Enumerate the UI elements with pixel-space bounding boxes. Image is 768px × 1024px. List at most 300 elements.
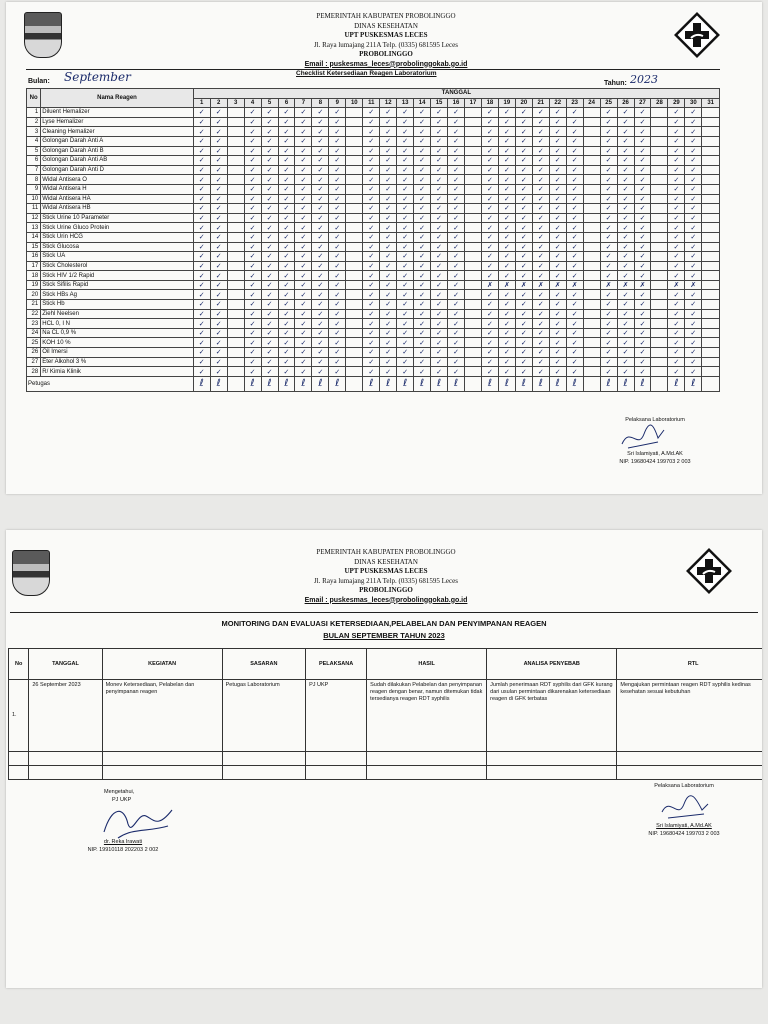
check-cell: ✓	[600, 290, 617, 300]
check-cell: ✓	[634, 300, 651, 310]
lab-signature-role: Pelaksana Laboratorium	[625, 417, 685, 423]
check-cell: ✓	[244, 252, 261, 262]
check-cell: ✓	[312, 280, 329, 290]
petugas-initial-cell: ℓ	[481, 376, 498, 391]
check-cell: ✓	[261, 261, 278, 271]
check-cell	[583, 261, 600, 271]
check-cell: ✓	[431, 108, 448, 118]
petugas-initial-cell: ℓ	[668, 376, 685, 391]
check-cell: ✓	[515, 290, 532, 300]
petugas-initial-cell	[227, 376, 244, 391]
reagent-name: Stick Cholesterol	[41, 261, 194, 271]
check-cell: ✓	[261, 348, 278, 358]
check-cell: ✓	[685, 271, 702, 281]
check-cell: ✓	[244, 194, 261, 204]
check-cell: ✓	[261, 194, 278, 204]
check-cell: ✓	[617, 127, 634, 137]
health-cross-logo-icon	[674, 12, 720, 58]
check-cell: ✓	[532, 194, 549, 204]
check-cell: ✓	[549, 242, 566, 252]
check-cell: ✓	[566, 165, 583, 175]
petugas-initial-cell: ℓ	[329, 376, 346, 391]
check-cell: ✓	[600, 348, 617, 358]
check-cell: ✓	[515, 309, 532, 319]
check-cell: ✓	[634, 146, 651, 156]
check-cell	[465, 156, 482, 166]
check-cell: ✓	[448, 175, 465, 185]
check-cell	[465, 348, 482, 358]
check-cell: ✓	[329, 117, 346, 127]
check-cell: ✓	[414, 252, 431, 262]
reagent-name: Stick Urin HCG	[41, 232, 194, 242]
check-cell: ✓	[532, 338, 549, 348]
petugas-initial-cell: ℓ	[210, 376, 227, 391]
check-cell: ✓	[193, 136, 210, 146]
check-cell: ✓	[532, 165, 549, 175]
check-cell	[651, 300, 668, 310]
check-cell: ✓	[244, 204, 261, 214]
check-cell: ✓	[312, 338, 329, 348]
check-cell: ✓	[515, 165, 532, 175]
letterhead-unit-2: UPT PUSKESMAS LECES	[344, 567, 428, 575]
check-cell	[583, 184, 600, 194]
day-header: 20	[515, 98, 532, 108]
check-cell: ✓	[363, 309, 380, 319]
check-cell: ✓	[312, 271, 329, 281]
check-cell	[346, 213, 363, 223]
check-cell: ✓	[685, 300, 702, 310]
check-cell: ✓	[532, 328, 549, 338]
check-cell: ✓	[380, 252, 397, 262]
reagent-no: 19	[27, 280, 41, 290]
check-cell: ✓	[515, 319, 532, 329]
check-cell: ✓	[210, 261, 227, 271]
check-cell: ✓	[498, 117, 515, 127]
check-cell: ✓	[397, 242, 414, 252]
check-cell: ✓	[668, 165, 685, 175]
check-cell: ✓	[414, 280, 431, 290]
monitoring-header-rtl: RTL	[617, 649, 762, 680]
check-cell: ✓	[668, 223, 685, 233]
check-cell: ✓	[634, 127, 651, 137]
check-cell: ✓	[566, 175, 583, 185]
check-cell: ✓	[481, 319, 498, 329]
check-cell: ✓	[634, 261, 651, 271]
check-cell	[583, 117, 600, 127]
check-cell: ✓	[414, 319, 431, 329]
check-cell: ✓	[685, 194, 702, 204]
check-cell	[465, 136, 482, 146]
check-cell	[702, 223, 720, 233]
check-cell	[651, 175, 668, 185]
check-cell: ✓	[685, 156, 702, 166]
check-cell: ✓	[431, 213, 448, 223]
check-cell: ✓	[193, 290, 210, 300]
check-cell	[583, 348, 600, 358]
reagent-no: 3	[27, 127, 41, 137]
check-cell: ✓	[566, 357, 583, 367]
check-cell: ✓	[481, 290, 498, 300]
petugas-initial-cell: ℓ	[312, 376, 329, 391]
check-cell: ✓	[244, 146, 261, 156]
check-cell: ✓	[397, 357, 414, 367]
letterhead-government-2: PEMERINTAH KABUPATEN PROBOLINGGO	[316, 548, 456, 556]
check-cell: ✓	[532, 175, 549, 185]
day-header: 3	[227, 98, 244, 108]
check-cell: ✓	[431, 242, 448, 252]
reagent-no: 23	[27, 319, 41, 329]
petugas-initial-cell: ℓ	[600, 376, 617, 391]
day-header: 31	[702, 98, 720, 108]
reagent-name: Stick Urine 10 Parameter	[41, 213, 194, 223]
check-cell: ✓	[295, 252, 312, 262]
check-cell: ✓	[617, 367, 634, 377]
check-cell: ✓	[431, 194, 448, 204]
check-cell: ✓	[312, 300, 329, 310]
executor-signature-icon	[654, 794, 714, 824]
reagent-row	[27, 127, 720, 137]
petugas-initial-cell: ℓ	[634, 376, 651, 391]
check-cell: ✓	[532, 357, 549, 367]
check-cell: ✓	[397, 146, 414, 156]
check-cell: ✓	[549, 252, 566, 262]
reagent-no: 16	[27, 252, 41, 262]
check-cell: ✓	[566, 271, 583, 281]
check-cell	[651, 194, 668, 204]
check-cell	[346, 348, 363, 358]
check-cell: ✓	[549, 184, 566, 194]
check-cell: ✓	[278, 367, 295, 377]
check-cell: ✓	[363, 136, 380, 146]
check-cell	[702, 117, 720, 127]
check-cell	[465, 232, 482, 242]
check-cell: ✓	[566, 127, 583, 137]
month-value: September	[64, 70, 131, 84]
reagent-no: 1	[27, 108, 41, 118]
check-cell: ✓	[481, 242, 498, 252]
check-cell: ✓	[549, 223, 566, 233]
check-cell: ✓	[261, 213, 278, 223]
check-cell	[651, 348, 668, 358]
check-cell	[702, 280, 720, 290]
check-cell: ✓	[566, 242, 583, 252]
check-cell: ✓	[668, 242, 685, 252]
check-cell: ✓	[210, 146, 227, 156]
monitoring-row	[9, 680, 763, 752]
reagent-row	[27, 108, 720, 118]
check-cell	[346, 290, 363, 300]
lab-signature-icon	[618, 424, 668, 452]
petugas-initial-cell	[465, 376, 482, 391]
check-cell: ✓	[278, 117, 295, 127]
day-header: 27	[634, 98, 651, 108]
reagent-no: 20	[27, 290, 41, 300]
check-cell: ✓	[261, 165, 278, 175]
check-cell: ✓	[549, 146, 566, 156]
check-cell: ✓	[431, 223, 448, 233]
check-cell: ✓	[668, 136, 685, 146]
check-cell	[227, 252, 244, 262]
check-cell	[702, 242, 720, 252]
check-cell: ✓	[566, 300, 583, 310]
check-cell: ✓	[397, 309, 414, 319]
reagent-no: 14	[27, 232, 41, 242]
check-cell: ✓	[244, 136, 261, 146]
check-cell: ✓	[244, 165, 261, 175]
reagent-no: 9	[27, 184, 41, 194]
check-cell: ✓	[448, 127, 465, 137]
day-header: 4	[244, 98, 261, 108]
petugas-initial-cell: ℓ	[244, 376, 261, 391]
check-cell: ✓	[329, 271, 346, 281]
check-cell: ✓	[312, 309, 329, 319]
check-cell: ✓	[566, 319, 583, 329]
reagent-no: 13	[27, 223, 41, 233]
reagent-name: Stick Urine Gluco Protein	[41, 223, 194, 233]
check-cell	[346, 136, 363, 146]
check-cell	[227, 108, 244, 118]
check-cell: ✓	[193, 357, 210, 367]
check-cell: ✓	[634, 319, 651, 329]
petugas-initial-cell	[702, 376, 720, 391]
reagent-name: Widal Antisera HA	[41, 194, 194, 204]
check-cell: ✓	[414, 127, 431, 137]
reagent-name: Widal Antisera O	[41, 175, 194, 185]
check-cell: ✓	[515, 213, 532, 223]
check-cell: ✓	[668, 127, 685, 137]
check-cell: ✓	[448, 348, 465, 358]
check-cell: ✓	[295, 261, 312, 271]
check-cell	[651, 367, 668, 377]
check-cell: ✓	[244, 357, 261, 367]
check-cell: ✓	[397, 252, 414, 262]
check-cell: ✓	[278, 319, 295, 329]
check-cell: ✓	[363, 194, 380, 204]
check-cell	[465, 146, 482, 156]
executor-role: Pelaksana Laboratorium	[654, 783, 714, 789]
day-header: 16	[448, 98, 465, 108]
check-cell: ✓	[448, 271, 465, 281]
check-cell	[227, 223, 244, 233]
check-cell: ✓	[414, 232, 431, 242]
check-cell: ✓	[617, 357, 634, 367]
letterhead-unit: UPT PUSKESMAS LECES	[344, 31, 428, 39]
col-header-tanggal: TANGGAL	[193, 89, 719, 99]
check-cell: ✓	[244, 319, 261, 329]
check-cell: ✓	[210, 290, 227, 300]
reagent-name: Golongan Darah Anti B	[41, 146, 194, 156]
check-cell	[702, 261, 720, 271]
letterhead-office-2: DINAS KESEHATAN	[354, 557, 418, 566]
check-cell: ✓	[515, 184, 532, 194]
check-cell: ✓	[634, 184, 651, 194]
check-cell: ✓	[431, 252, 448, 262]
check-cell: ✓	[397, 156, 414, 166]
petugas-initial-cell: ℓ	[617, 376, 634, 391]
check-cell: ✓	[431, 261, 448, 271]
check-cell: ✓	[532, 232, 549, 242]
petugas-initial-cell	[346, 376, 363, 391]
reagent-name: Stick HIV 1/2 Rapid	[41, 271, 194, 281]
check-cell: ✓	[193, 232, 210, 242]
check-cell: ✓	[549, 213, 566, 223]
reagent-row	[27, 242, 720, 252]
check-cell: ✓	[278, 223, 295, 233]
petugas-initial-cell: ℓ	[295, 376, 312, 391]
check-cell: ✓	[515, 348, 532, 358]
check-cell	[583, 127, 600, 137]
check-cell: ✓	[668, 300, 685, 310]
check-cell	[465, 367, 482, 377]
day-header: 23	[566, 98, 583, 108]
check-cell: ✓	[380, 232, 397, 242]
check-cell: ✓	[685, 165, 702, 175]
check-cell: ✓	[634, 204, 651, 214]
check-cell	[465, 290, 482, 300]
check-cell: ✓	[431, 146, 448, 156]
petugas-initial-cell: ℓ	[261, 376, 278, 391]
check-cell: ✓	[481, 204, 498, 214]
check-cell: ✓	[668, 108, 685, 118]
check-cell: ✓	[312, 127, 329, 137]
check-cell: ✓	[244, 328, 261, 338]
check-cell: ✓	[380, 338, 397, 348]
reagent-row	[27, 252, 720, 262]
check-cell: ✓	[295, 156, 312, 166]
monitoring-header-kegiatan: KEGIATAN	[102, 649, 222, 680]
check-cell: ✓	[600, 165, 617, 175]
check-cell: ✓	[668, 338, 685, 348]
check-cell: ✓	[278, 175, 295, 185]
check-cell: ✓	[295, 280, 312, 290]
petugas-initial-cell: ℓ	[397, 376, 414, 391]
check-cell: ✓	[278, 348, 295, 358]
reagent-no: 11	[27, 204, 41, 214]
monitoring-title: MONITORING DAN EVALUASI KETERSEDIAAN,PELABELAN DAN PENYIMPANAN REAGEN	[221, 619, 547, 628]
check-cell: ✓	[617, 204, 634, 214]
check-cell: ✓	[312, 213, 329, 223]
reagent-name: Diluent Hemalizer	[41, 108, 194, 118]
check-cell: ✓	[414, 300, 431, 310]
check-cell: ✓	[617, 261, 634, 271]
check-cell	[346, 117, 363, 127]
check-cell	[702, 348, 720, 358]
check-cell	[702, 290, 720, 300]
reagent-name: Stick UA	[41, 252, 194, 262]
check-cell: ✓	[600, 338, 617, 348]
check-cell: ✓	[515, 261, 532, 271]
check-cell: ✓	[278, 309, 295, 319]
check-cell: ✓	[278, 271, 295, 281]
check-cell: ✓	[448, 117, 465, 127]
checklist-page	[6, 2, 762, 494]
check-cell: ✓	[261, 367, 278, 377]
reagent-row	[27, 328, 720, 338]
check-cell: ✓	[515, 232, 532, 242]
check-cell	[702, 252, 720, 262]
check-cell: ✓	[498, 271, 515, 281]
check-cell	[651, 328, 668, 338]
check-cell: ✓	[414, 223, 431, 233]
check-cell: ✓	[431, 309, 448, 319]
check-cell: ✓	[498, 367, 515, 377]
petugas-initial-cell: ℓ	[363, 376, 380, 391]
col-header-no: No	[27, 89, 41, 108]
check-cell: ✓	[363, 280, 380, 290]
executor-signature-block	[624, 782, 744, 838]
check-cell: ✓	[295, 165, 312, 175]
check-cell: ✓	[515, 223, 532, 233]
check-cell: ✓	[312, 108, 329, 118]
check-cell: ✓	[397, 165, 414, 175]
check-cell: ✓	[295, 367, 312, 377]
petugas-initial-cell: ℓ	[380, 376, 397, 391]
check-cell: ✓	[193, 280, 210, 290]
check-cell: ✓	[261, 127, 278, 137]
check-cell	[702, 165, 720, 175]
check-cell	[702, 136, 720, 146]
check-cell: ✓	[295, 146, 312, 156]
check-cell: ✓	[295, 357, 312, 367]
day-header: 12	[380, 98, 397, 108]
check-cell: ✓	[210, 357, 227, 367]
check-cell: ✓	[295, 300, 312, 310]
check-cell: ✓	[210, 117, 227, 127]
petugas-initial-cell	[651, 376, 668, 391]
check-cell	[702, 367, 720, 377]
approver-nip: NIP. 19910118 202203 2 002	[87, 847, 159, 853]
check-cell: ✓	[380, 156, 397, 166]
reagent-no: 6	[27, 156, 41, 166]
check-cell: ✓	[278, 261, 295, 271]
day-header: 28	[651, 98, 668, 108]
check-cell: ✓	[261, 136, 278, 146]
day-header: 10	[346, 98, 363, 108]
reagent-row	[27, 290, 720, 300]
check-cell: ✓	[617, 213, 634, 223]
check-cell: ✓	[380, 300, 397, 310]
check-cell: ✓	[448, 242, 465, 252]
check-cell: ✓	[261, 184, 278, 194]
check-cell: ✓	[363, 290, 380, 300]
check-cell: ✓	[380, 204, 397, 214]
check-cell: ✓	[685, 290, 702, 300]
check-cell: ✓	[668, 290, 685, 300]
reagent-name: Lyse Hemalizer	[41, 117, 194, 127]
check-cell	[227, 204, 244, 214]
check-cell: ✓	[600, 108, 617, 118]
check-cell: ✓	[566, 213, 583, 223]
check-cell: ✓	[532, 242, 549, 252]
check-cell	[583, 252, 600, 262]
check-cell: ✓	[634, 271, 651, 281]
check-cell	[227, 184, 244, 194]
check-cell: ✓	[210, 136, 227, 146]
letterhead	[186, 12, 586, 69]
check-cell: ✓	[414, 328, 431, 338]
check-cell: ✓	[566, 367, 583, 377]
check-cell: ✓	[431, 271, 448, 281]
monitoring-empty-row	[9, 752, 763, 766]
check-cell: ✓	[329, 146, 346, 156]
check-cell: ✓	[634, 175, 651, 185]
check-cell	[346, 242, 363, 252]
reagent-row	[27, 204, 720, 214]
monitoring-subtitle: BULAN SEPTEMBER TAHUN 2023	[323, 631, 445, 640]
check-cell: ✓	[312, 117, 329, 127]
check-cell: ✓	[617, 348, 634, 358]
check-cell: ✓	[193, 367, 210, 377]
